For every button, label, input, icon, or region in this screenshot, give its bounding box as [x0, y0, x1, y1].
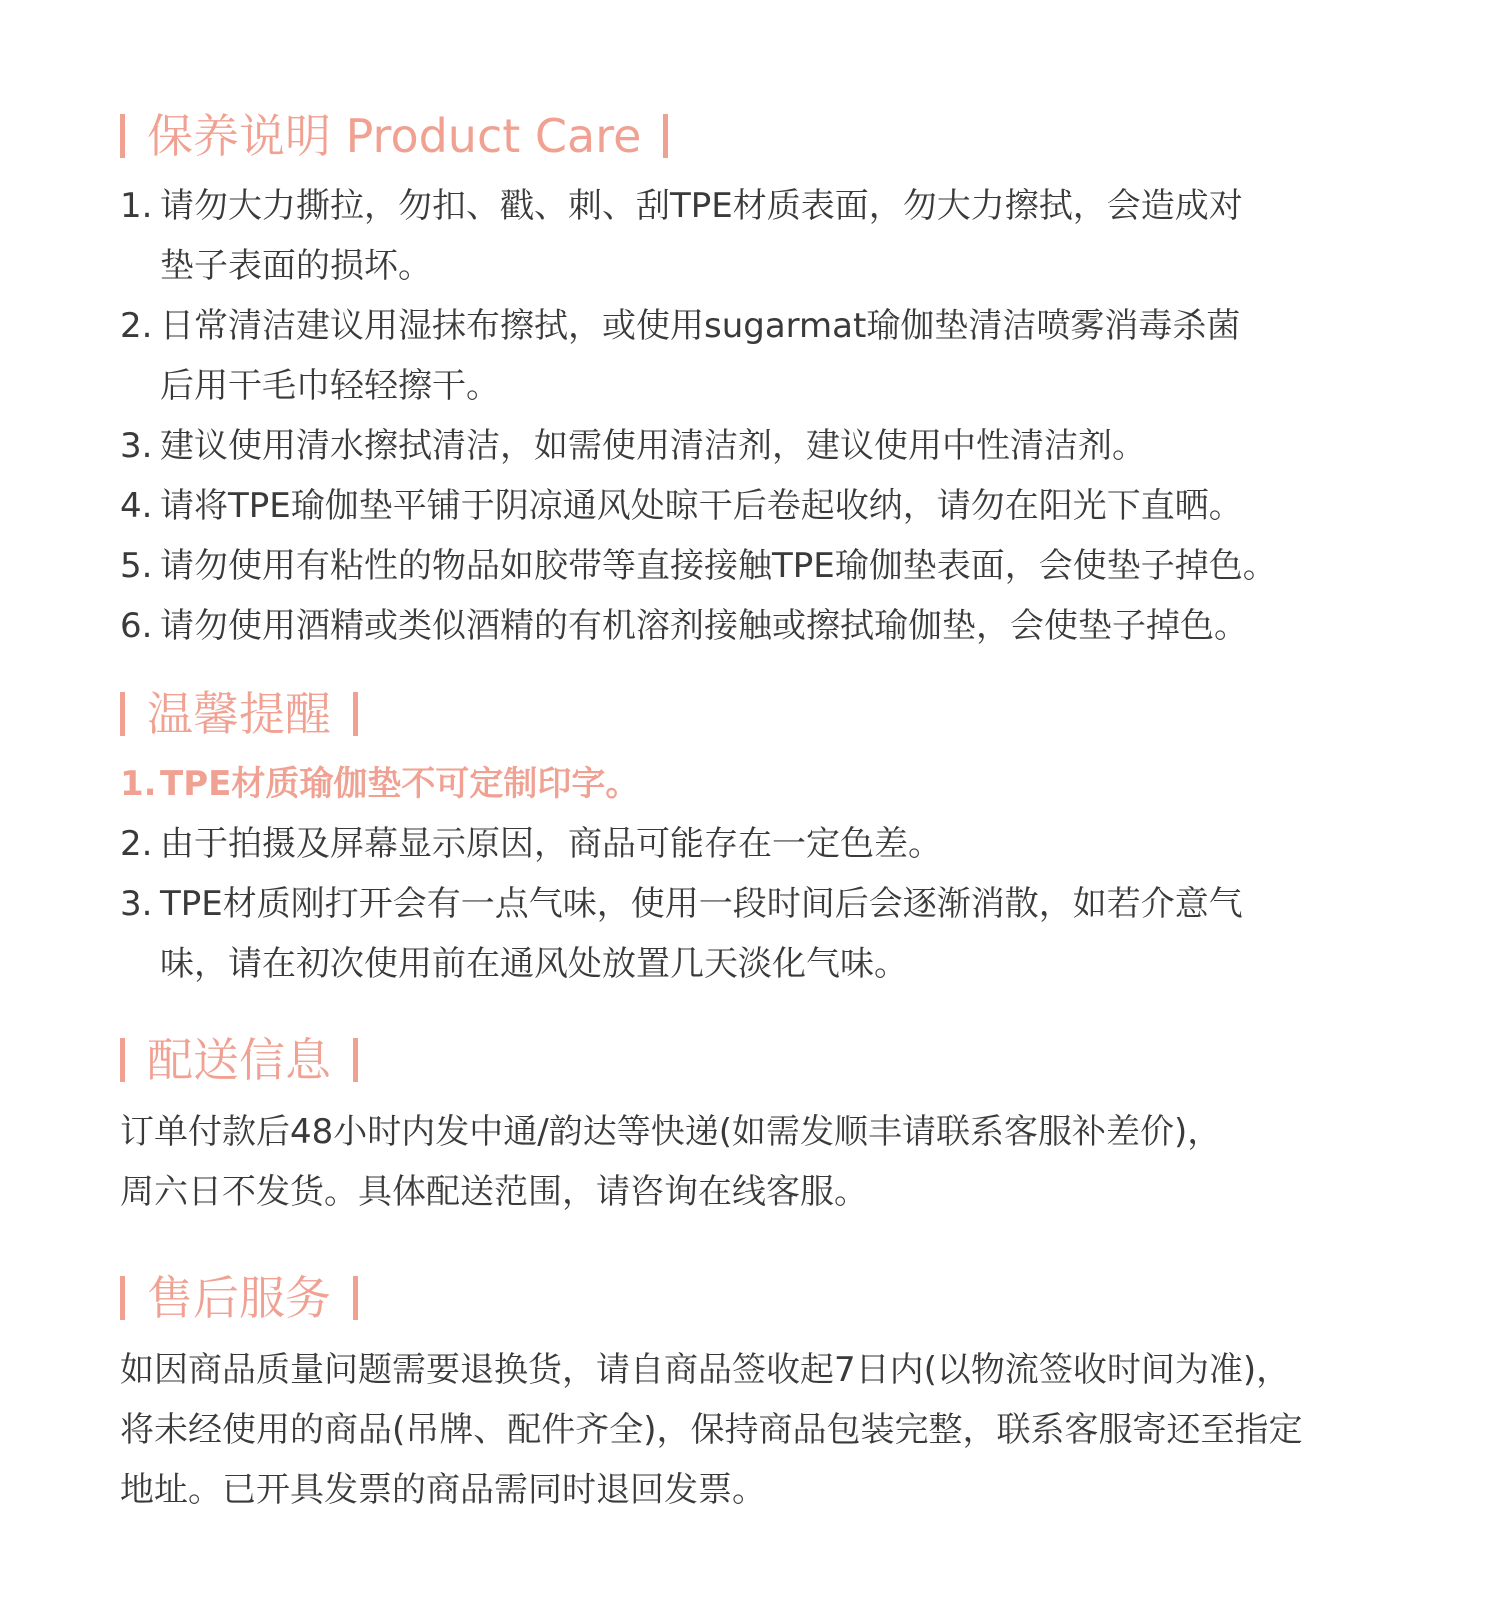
- heading-bar-right: [663, 114, 668, 158]
- care-item-number: 3.: [120, 426, 153, 466]
- delivery-heading-text: 配送信息: [147, 1033, 331, 1087]
- aftersales-heading: [120, 1268, 1400, 1328]
- heading-bar-right: [353, 1276, 358, 1320]
- care-item-6: [120, 596, 1400, 656]
- reminder-heading-text: 温馨提醒: [147, 687, 331, 741]
- aftersales-line: 将未经使用的商品(吊牌、配件齐全)，保持商品包装完整，联系客服寄还至指定: [120, 1410, 1303, 1450]
- care-item-line: 请勿大力撕拉，勿扣、戳、刺、刮TPE材质表面，勿大力擦拭，会造成对: [160, 186, 1243, 226]
- reminder-item-number: 2.: [120, 824, 153, 864]
- reminder-section: [120, 684, 1400, 994]
- reminder-list: [120, 754, 1400, 994]
- aftersales-line: 地址。已开具发票的商品需同时退回发票。: [120, 1470, 766, 1510]
- heading-bar-left: [120, 114, 125, 158]
- care-item-line: 请将TPE瑜伽垫平铺于阴凉通风处晾干后卷起收纳，请勿在阳光下直晒。: [160, 486, 1243, 526]
- reminder-item-line: TPE材质刚打开会有一点气味，使用一段时间后会逐渐消散，如若介意气: [160, 884, 1243, 924]
- care-heading-text: 保养说明 Product Care: [147, 109, 642, 163]
- care-section: [120, 106, 1400, 656]
- aftersales-body: [120, 1340, 1400, 1520]
- reminder-item-line: TPE材质瑜伽垫不可定制印字。: [160, 764, 640, 804]
- heading-bar-left: [120, 692, 125, 736]
- delivery-body: [120, 1102, 1400, 1222]
- care-item-line: 请勿使用酒精或类似酒精的有机溶剂接触或擦拭瑜伽垫，会使垫子掉色。: [160, 606, 1248, 646]
- care-item-2: [120, 296, 1400, 416]
- reminder-item-line: 由于拍摄及屏幕显示原因，商品可能存在一定色差。: [160, 824, 942, 864]
- care-item-1: [120, 176, 1400, 296]
- reminder-item-3: [120, 874, 1400, 994]
- care-item-line: 建议使用清水擦拭清洁，如需使用清洁剂，建议使用中性清洁剂。: [160, 426, 1146, 466]
- delivery-heading: [120, 1030, 1400, 1090]
- care-list: [120, 176, 1400, 656]
- reminder-item-number: 1.: [120, 764, 157, 804]
- care-item-number: 5.: [120, 546, 153, 586]
- delivery-line: 订单付款后48小时内发中通/韵达等快递(如需发顺丰请联系客服补差价)，: [120, 1112, 1222, 1152]
- delivery-section: [120, 1030, 1400, 1222]
- care-item-3: [120, 416, 1400, 476]
- heading-bar-left: [120, 1038, 125, 1082]
- reminder-item-1: [120, 754, 1400, 814]
- care-item-line: 请勿使用有粘性的物品如胶带等直接接触TPE瑜伽垫表面，会使垫子掉色。: [160, 546, 1277, 586]
- care-item-line: 后用干毛巾轻轻擦干。: [160, 366, 500, 406]
- care-item-5: [120, 536, 1400, 596]
- aftersales-line: 如因商品质量问题需要退换货，请自商品签收起7日内(以物流签收时间为准)，: [120, 1350, 1291, 1390]
- care-heading: [120, 106, 1400, 166]
- heading-bar-left: [120, 1276, 125, 1320]
- reminder-item-number: 3.: [120, 884, 153, 924]
- care-item-4: [120, 476, 1400, 536]
- delivery-line: 周六日不发货。具体配送范围，请咨询在线客服。: [120, 1172, 868, 1212]
- care-item-number: 4.: [120, 486, 153, 526]
- aftersales-section: [120, 1268, 1400, 1520]
- heading-bar-right: [353, 692, 358, 736]
- reminder-item-line: 味，请在初次使用前在通风处放置几天淡化气味。: [160, 944, 908, 984]
- aftersales-heading-text: 售后服务: [147, 1271, 331, 1325]
- care-item-line: 垫子表面的损坏。: [160, 246, 432, 286]
- care-item-number: 1.: [120, 186, 153, 226]
- heading-bar-right: [353, 1038, 358, 1082]
- care-item-number: 2.: [120, 306, 153, 346]
- care-item-line: 日常清洁建议用湿抹布擦拭，或使用sugarmat瑜伽垫清洁喷雾消毒杀菌: [160, 306, 1241, 346]
- reminder-heading: [120, 684, 1400, 744]
- care-item-number: 6.: [120, 606, 153, 646]
- reminder-item-2: [120, 814, 1400, 874]
